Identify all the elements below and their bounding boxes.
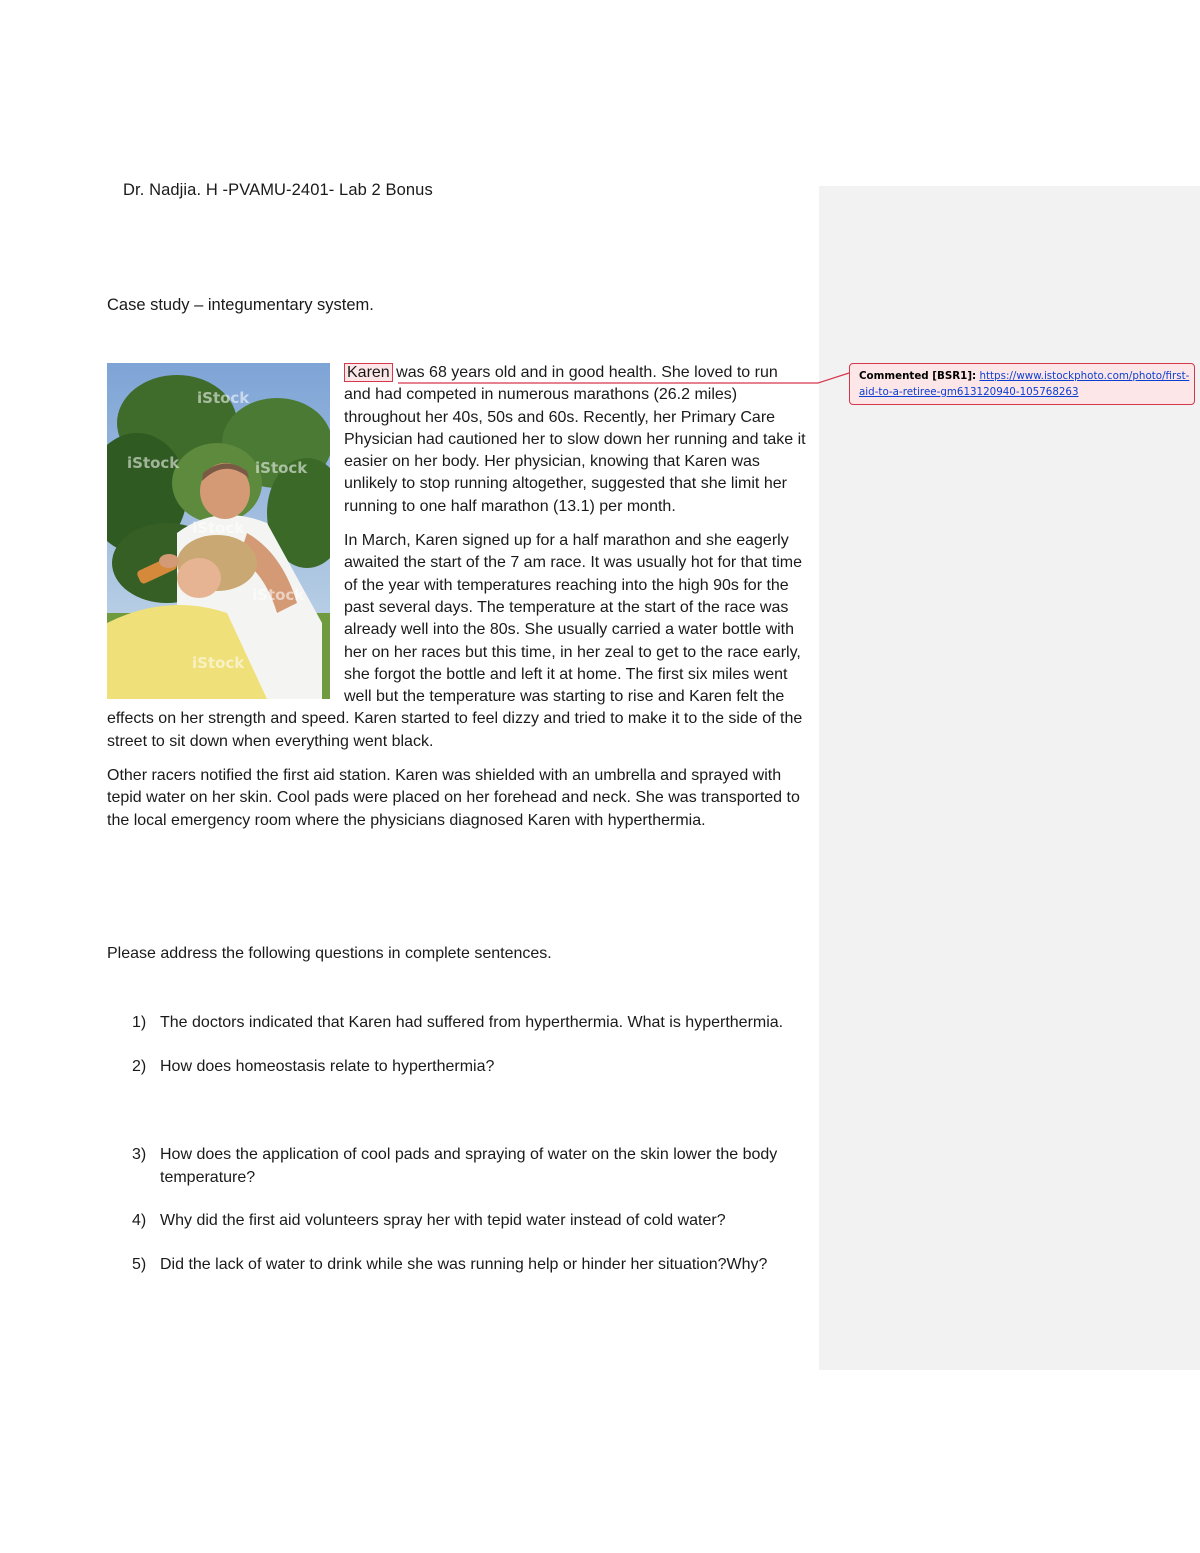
watermark-text: iStock bbox=[197, 389, 250, 407]
case-study-title: Case study – integumentary system. bbox=[107, 296, 374, 314]
case-body bbox=[107, 362, 807, 844]
comment-link[interactable]: https://www.istockphoto.com/photo/first-aid-to-a-retiree-gm613120940-105768263 bbox=[859, 370, 1190, 398]
watermark-text: iStock bbox=[192, 654, 245, 672]
watermark-text: iStock bbox=[252, 586, 305, 604]
watermark-text: iStock bbox=[192, 519, 245, 537]
questions-prompt: Please address the following questions in complete sentences. bbox=[107, 945, 552, 962]
questions-list bbox=[107, 1012, 787, 1276]
paragraph-1: Karen was 68 years old and in good health. She loved to run and had competed in numerous marathons (26.2 miles) throughout her 40s, 50s and 60s. Recently, her Primary Care Physician had cautioned her to slow down her running and take it easier on her body. Her physician, knowing that Karen was unlikely to stop running altogether, suggested that she limit her running to one half marathon (13.1) per month. bbox=[344, 364, 806, 515]
list-item: 3) How does the application of cool pads and spraying of water on the skin lower the body temperature? bbox=[132, 1146, 778, 1186]
list-item: 1) The doctors indicated that Karen had suffered from hyperthermia. What is hyperthermia. bbox=[132, 1014, 784, 1031]
comment-bubble[interactable] bbox=[849, 363, 1195, 405]
list-item: 2) How does homeostasis relate to hyperthermia? bbox=[132, 1057, 495, 1075]
paragraph-2: In March, Karen signed up for a half marathon and she eagerly awaited the start of the 7 am race. It was usually hot for that time of the year with temperatures reaching into the high 90s for the past several days. The temperature at the start of the race was already well into the 80s. She usually carried a water bottle with her on her races but this time, in her zeal to get to the race early, she forgot the bottle and left it at home. The first six miles went well but the temperature was starting to rise and Karen felt the effects on her strength and speed. Karen started to feel dizzy and tried to make it to the side of the street to sit down when everything went black. bbox=[107, 532, 803, 750]
list-item: 4) Why did the first aid volunteers spray her with tepid water instead of cold water? bbox=[132, 1212, 726, 1229]
comment-author: Commented [BSR1]: bbox=[859, 370, 977, 382]
comment-anchor[interactable]: Karen bbox=[347, 364, 390, 381]
watermark-text: iStock bbox=[127, 454, 180, 472]
list-item: 5) Did the lack of water to drink while she was running help or hinder her situation?Why? bbox=[132, 1255, 768, 1273]
watermark-text: iStock bbox=[255, 459, 308, 477]
document-header: Dr. Nadjia. H -PVAMU-2401- Lab 2 Bonus bbox=[123, 181, 433, 199]
paragraph-3: Other racers notified the first aid station. Karen was shielded with an umbrella and sprayed with tepid water on her skin. Cool pads were placed on her forehead and neck. She was transported to the local emergency room where the physicians diagnosed Karen with hyperthermia. bbox=[107, 767, 800, 829]
